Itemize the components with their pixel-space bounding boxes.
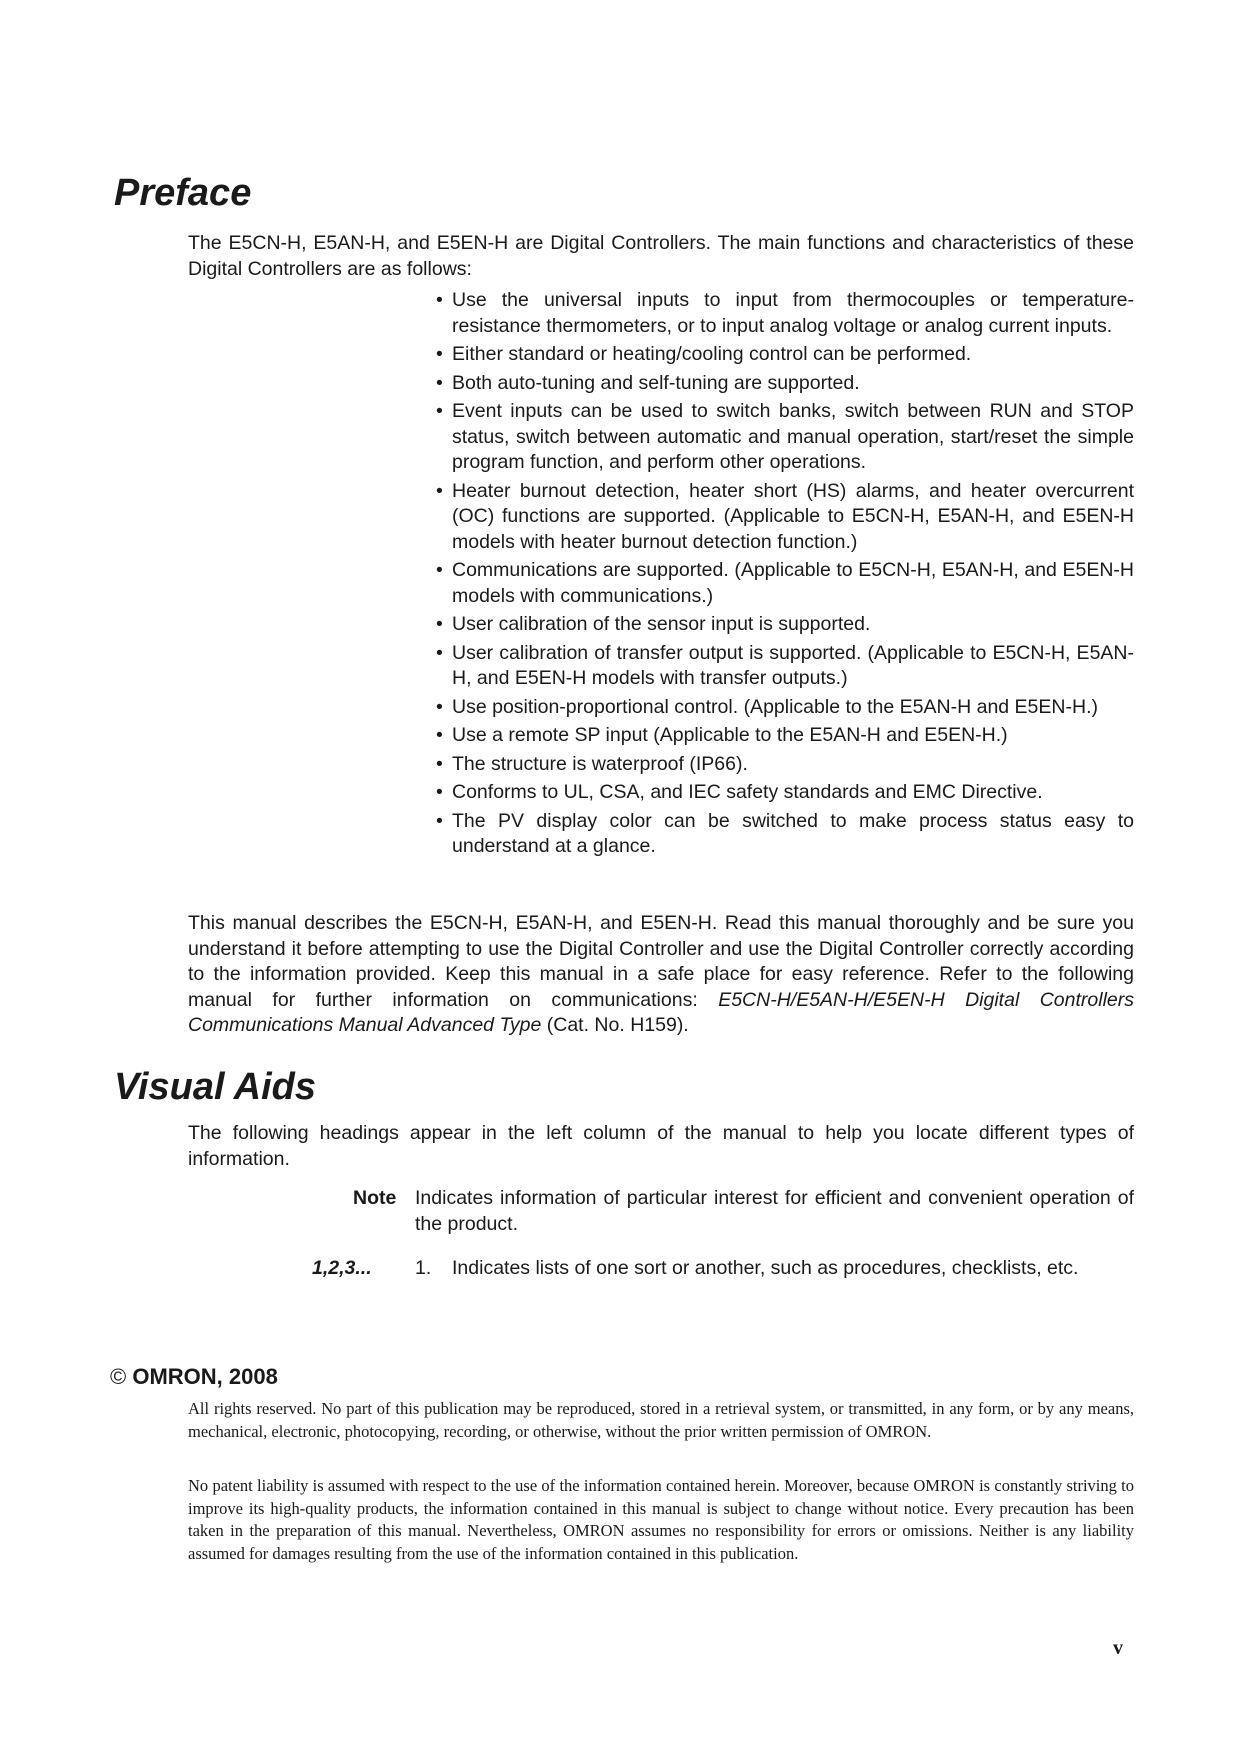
- feature-item: [432, 612, 1134, 638]
- page-number: v: [1113, 1637, 1123, 1659]
- feature-item: [432, 558, 1134, 609]
- liability-paragraph: No patent liability is assumed with respect to the use of the information contained herein. Moreover, because OMRON is constantly striving to improve its high-quality products, the information contained in this manual is subject to change without notice. Every precaution has been taken in the preparation of this manual. Nevertheless, OMRON assumes no responsibility for errors or omissions. Neither is any liability assumed for damages resulting from the use of the information contained in this publication.: [188, 1476, 1134, 1563]
- feature-item: [432, 723, 1134, 749]
- feature-text: Conforms to UL, CSA, and IEC safety standards and EMC Directive.: [452, 781, 1043, 803]
- feature-text: The structure is waterproof (IP66).: [452, 752, 748, 775]
- bullet-marker: •: [436, 559, 443, 581]
- feature-item: [432, 780, 1134, 806]
- bullet-marker: •: [436, 371, 443, 394]
- feature-item: [432, 288, 1134, 339]
- feature-text: Use position-proportional control. (Applicable to the E5AN-H and E5EN-H.): [452, 695, 1098, 718]
- visual-aids-heading: Visual Aids: [114, 1066, 317, 1108]
- copyright-heading: [110, 1364, 278, 1390]
- preface-intro: The E5CN-H, E5AN-H, and E5EN-H are Digital Controllers. The main functions and characteristics of these Digital Controllers are as follows:: [188, 232, 1134, 280]
- note-label: Note: [353, 1187, 397, 1209]
- bullet-marker: •: [436, 479, 443, 502]
- feature-item: [432, 695, 1134, 721]
- bullet-marker: •: [436, 752, 443, 775]
- bullet-marker: •: [436, 400, 443, 422]
- feature-text: Use the universal inputs to input from thermocouples or temperature-resistance thermometers, or to input analog voltage or analog current inputs.: [452, 289, 1134, 337]
- bullet-marker: •: [436, 724, 443, 746]
- feature-text: Both auto-tuning and self-tuning are supported.: [452, 371, 860, 394]
- list-number: 1.: [415, 1257, 432, 1279]
- feature-item: [432, 371, 1134, 397]
- feature-item: [432, 641, 1134, 692]
- bullet-marker: •: [436, 695, 443, 718]
- feature-list: [432, 288, 1134, 863]
- bullet-marker: •: [436, 641, 443, 664]
- feature-text: Use a remote SP input (Applicable to the E5AN-H and E5EN-H.): [452, 724, 1008, 746]
- feature-item: [432, 809, 1134, 860]
- feature-text: User calibration of the sensor input is supported.: [452, 613, 871, 635]
- list-label: 1,2,3...: [312, 1257, 372, 1279]
- copyright-icon: ©: [110, 1364, 127, 1389]
- feature-text: Communications are supported. (Applicable to E5CN-H, E5AN-H, and E5EN-H models with communications.): [452, 559, 1134, 607]
- list-description: Indicates lists of one sort or another, such as procedures, checklists, etc.: [452, 1257, 1079, 1279]
- feature-item: [432, 399, 1134, 476]
- feature-item: [432, 342, 1134, 368]
- feature-text: The PV display color can be switched to make process status easy to understand at a glance.: [452, 809, 1134, 857]
- rights-paragraph: All rights reserved. No part of this publication may be reproduced, stored in a retrieval system, or transmitted, in any form, or by any means, mechanical, electronic, photocopying, recording, or otherwise, without the prior written permission of OMRON.: [188, 1399, 1134, 1441]
- copyright-text: OMRON, 2008: [132, 1364, 278, 1389]
- bullet-marker: •: [436, 343, 443, 365]
- feature-text: Event inputs can be used to switch banks, switch between RUN and STOP status, switch between automatic and manual operation, start/reset the simple program function, and perform other operations.: [452, 400, 1134, 473]
- visual-aids-intro: The following headings appear in the left column of the manual to help you locate different types of information.: [188, 1122, 1134, 1170]
- feature-item: [432, 479, 1134, 556]
- note-description: Indicates information of particular interest for efficient and convenient operation of the product.: [415, 1187, 1134, 1235]
- bullet-marker: •: [436, 809, 443, 832]
- preface-heading: Preface: [114, 172, 252, 214]
- description-catalog: (Cat. No. H159).: [541, 1014, 689, 1036]
- manual-description: [188, 911, 1134, 1039]
- bullet-marker: •: [436, 613, 443, 635]
- feature-text: Heater burnout detection, heater short (HS) alarms, and heater overcurrent (OC) functions are supported. (Applicable to E5CN-H, E5AN-H, and E5EN-H models with heater burnout detection function.): [452, 479, 1134, 553]
- bullet-marker: •: [436, 781, 443, 803]
- feature-text: Either standard or heating/cooling control can be performed.: [452, 343, 972, 365]
- description-text: This manual describes the E5CN-H, E5AN-H, and E5EN-H. Read this manual thoroughly and be sure you understand it before attempting to use the Digital Controller and use the Digital Controller correctly according to the information provided. Keep this manual in a safe place for easy reference. Refer to the following manual for further information on communications:: [188, 912, 1134, 1011]
- feature-text: User calibration of transfer output is supported. (Applicable to E5CN-H, E5AN-H, and E5EN-H models with transfer outputs.): [452, 641, 1134, 689]
- bullet-marker: •: [436, 289, 443, 311]
- feature-item: [432, 752, 1134, 778]
- manual-title-reference: E5CN-H/E5AN-H/E5EN-H Digital Controllers Communications Manual Advanced Type: [188, 988, 1134, 1036]
